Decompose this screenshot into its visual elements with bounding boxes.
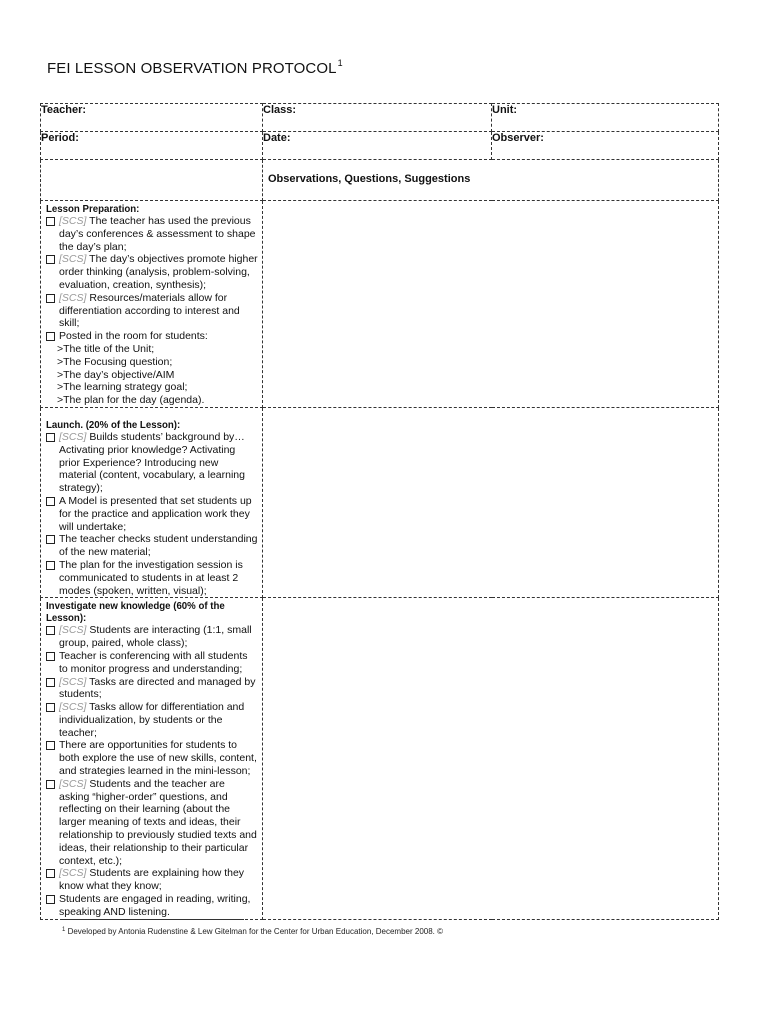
checkbox[interactable]: [46, 703, 55, 712]
checklist-item: [46, 867, 258, 893]
posted-item: >The title of the Unit;: [57, 342, 155, 355]
posted-item: >The Focusing question;: [57, 355, 173, 368]
observation-protocol-table: [40, 103, 719, 920]
scs-tag: [SCS]: [59, 701, 87, 714]
scs-tag: [SCS]: [59, 777, 87, 790]
checkbox[interactable]: [46, 433, 55, 442]
checkbox[interactable]: [46, 332, 55, 341]
checkbox[interactable]: [46, 741, 55, 750]
checklist-item-text: Students are interacting (1:1, small group, paired, whole class);: [59, 624, 252, 650]
checklist-item-text: The plan for the investigation session is communicated to students in at least 2 modes (spoken, written, visual);: [59, 558, 243, 597]
footnote: [62, 927, 443, 936]
checklist-item: [46, 893, 258, 919]
launch-observations[interactable]: [263, 407, 719, 597]
scs-tag: [SCS]: [59, 253, 87, 266]
checkbox[interactable]: [46, 255, 55, 264]
unit-label: Unit:: [492, 104, 518, 116]
investigate-title: Investigate new knowledge (60% of the Lesson):: [46, 600, 225, 625]
posted-item: >The day’s objective/AIM: [57, 368, 175, 381]
checklist-item-text: Students and the teacher are asking “higher-order” questions, and reflecting on their learning (about the larger meaning of texts and ideas, their relationship to previously studied texts and ideas, their relationship to their particular context, etc.);: [59, 777, 257, 867]
checklist-item: [46, 215, 258, 253]
footnote-mark: 1: [62, 927, 66, 933]
checklist-item-text: Tasks allow for differentiation and individualization, by students or the teacher;: [59, 701, 245, 739]
observer-field[interactable]: [492, 132, 719, 160]
heading-spacer-cell: [41, 160, 263, 201]
checkbox[interactable]: [46, 678, 55, 687]
checklist-item-text: Students are engaged in reading, writing, speaking AND listening.: [59, 893, 251, 918]
checkbox[interactable]: [46, 652, 55, 661]
checklist-item-text: The day’s objectives promote higher order thinking (analysis, problem-solving, evaluation, creation, synthesis);: [59, 253, 258, 291]
date-field[interactable]: [263, 132, 492, 160]
period-field[interactable]: [41, 132, 263, 160]
checklist-item: [46, 533, 258, 559]
document-title-text: FEI LESSON OBSERVATION PROTOCOL: [47, 60, 337, 77]
checklist-item-text: There are opportunities for students to both explore the use of new skills, content, and strategies learned in the mini-lesson;: [59, 739, 257, 778]
checkbox[interactable]: [46, 535, 55, 544]
title-footnote-mark: 1: [337, 58, 343, 68]
lesson-prep-checklist: [41, 201, 263, 408]
teacher-field[interactable]: [41, 104, 263, 132]
observations-heading-row: [41, 160, 719, 201]
checklist-item: [46, 292, 258, 330]
checkbox[interactable]: [46, 780, 55, 789]
investigate-checklist: [41, 598, 263, 919]
checkbox[interactable]: [46, 561, 55, 570]
checklist-item-text: The teacher checks student understanding of the new material;: [59, 533, 258, 559]
checklist-item-text: Tasks are directed and managed by students;: [59, 675, 256, 701]
checklist-item-text: Builds students’ background by…Activating prior knowledge? Activating prior Experience? Introducing new material (content, vocabulary, a learning strategy);: [59, 430, 245, 495]
checklist-item-text: The teacher has used the previous day’s conferences & assessment to shape the day’s plan;: [59, 215, 256, 253]
class-field[interactable]: [263, 104, 492, 132]
posted-item: >The plan for the day (agenda).: [57, 394, 205, 407]
period-label: Period:: [41, 132, 79, 144]
checklist-item-text: Teacher is conferencing with all students to monitor progress and understanding;: [59, 649, 248, 675]
checklist-item: [46, 701, 258, 739]
checklist-item: [46, 330, 258, 343]
checklist-item: [46, 624, 258, 650]
investigate-row: [41, 598, 719, 919]
scs-tag: [SCS]: [59, 215, 87, 227]
checkbox[interactable]: [46, 294, 55, 303]
checkbox[interactable]: [46, 626, 55, 635]
checklist-item: [46, 676, 258, 702]
scs-tag: [SCS]: [59, 624, 87, 637]
checklist-item: [46, 739, 258, 777]
checklist-item: [46, 778, 258, 868]
scs-tag: [SCS]: [59, 867, 87, 880]
launch-checklist: [41, 407, 263, 597]
launch-title: Launch. (20% of the Lesson):: [46, 418, 181, 431]
checklist-item-text: A Model is presented that set students up for the practice and application work they will undertake;: [59, 494, 252, 533]
observer-label: Observer:: [492, 132, 544, 144]
footnote-rule: [62, 919, 244, 920]
checklist-item-text: Posted in the room for students:: [59, 330, 208, 343]
header-row-1: [41, 104, 719, 132]
checklist-item: [46, 559, 258, 597]
checkbox[interactable]: [46, 869, 55, 878]
scs-tag: [SCS]: [59, 430, 87, 443]
checklist-item: [46, 431, 258, 495]
lesson-prep-row: [41, 201, 719, 408]
checkbox[interactable]: [46, 497, 55, 506]
scs-tag: [SCS]: [59, 675, 87, 688]
checkbox[interactable]: [46, 217, 55, 226]
observations-heading: Observations, Questions, Suggestions: [263, 160, 719, 201]
checklist-item: [46, 253, 258, 291]
lesson-prep-observations[interactable]: [263, 201, 719, 408]
document-title: [47, 58, 343, 77]
posted-list: [46, 343, 258, 407]
checklist-item-text: Students are explaining how they know what they know;: [59, 867, 245, 893]
unit-field[interactable]: [492, 104, 719, 132]
launch-row: [41, 407, 719, 597]
checklist-item: [46, 650, 258, 676]
footnote-text: Developed by Antonia Rudenstine & Lew Gitelman for the Center for Urban Education, December 2008. ©: [67, 927, 444, 936]
posted-item: >The learning strategy goal;: [57, 381, 188, 394]
class-label: Class:: [263, 104, 297, 116]
header-row-2: [41, 132, 719, 160]
checklist-item-text: Resources/materials allow for differentiation according to interest and skill;: [59, 291, 240, 330]
checkbox[interactable]: [46, 895, 55, 904]
date-label: Date:: [263, 132, 291, 144]
teacher-label: Teacher:: [41, 104, 87, 116]
checklist-item: [46, 495, 258, 533]
scs-tag: [SCS]: [59, 291, 87, 304]
lesson-prep-title: Lesson Preparation:: [46, 203, 140, 215]
investigate-observations[interactable]: [263, 598, 719, 919]
